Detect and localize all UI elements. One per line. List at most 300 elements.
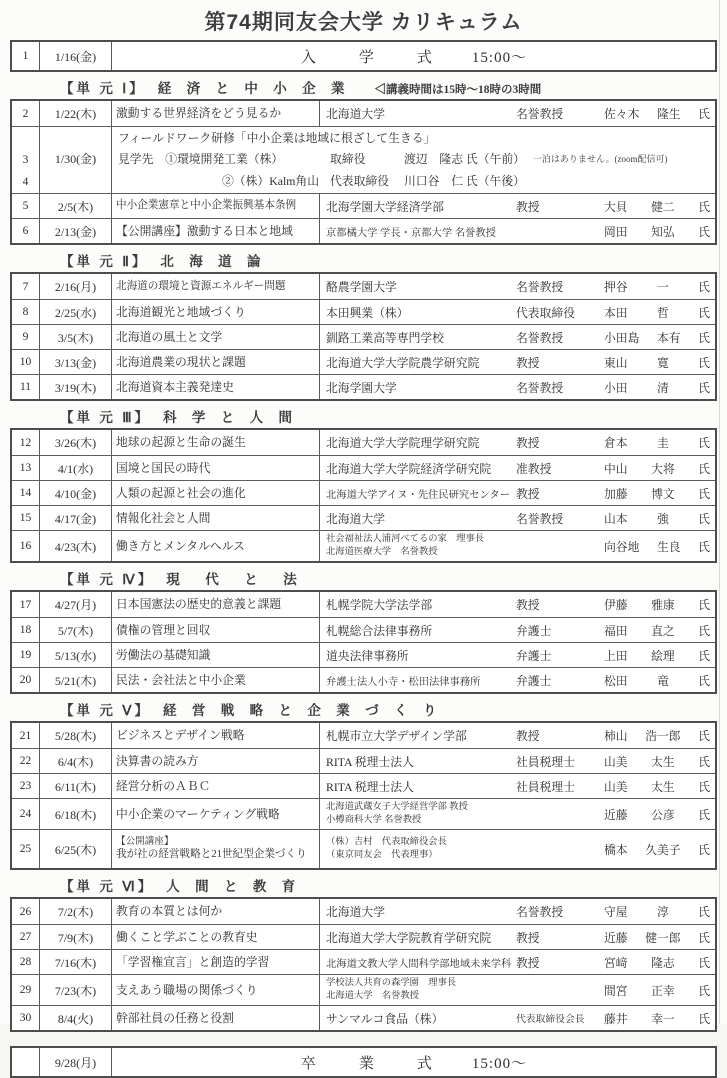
table-row: [12, 617, 715, 642]
name-family: 福田: [604, 623, 628, 638]
unit-title: 北 海 道 論: [160, 254, 267, 269]
lecture-theme: [112, 723, 320, 748]
lecture-theme-text: 働くこと学ぶことの教育史: [116, 929, 258, 944]
unit-title: 科 学 と 人 間: [163, 410, 299, 425]
table-row: [12, 374, 715, 399]
visit-person: 川口谷 仁 氏（午後）: [404, 173, 525, 188]
name-family: 山美: [604, 779, 628, 794]
lecture-date: 3/26(木): [40, 430, 112, 455]
lecture-theme-text: 激動する世界経済をどう見るか: [116, 106, 282, 121]
name-given: 太生: [651, 779, 675, 794]
lecturer-position: 名誉教授: [516, 330, 564, 345]
honorific: 氏: [698, 807, 710, 822]
name-family: 柿山: [604, 729, 628, 743]
lecturer-info: [320, 101, 715, 126]
page-title: 第74期同友会大学 カリキュラム: [204, 11, 523, 34]
unit-title: 現 代 と 法: [166, 572, 303, 587]
name-given: 強: [656, 511, 669, 526]
name-given: 健二: [651, 199, 675, 214]
lecturer-org: [326, 533, 604, 558]
row-number: [12, 1048, 40, 1076]
lecturer-name: [604, 278, 710, 295]
unit-note: ◁講義時間は15時～18時の3時間: [374, 84, 542, 96]
visit-note: 一泊はありません。(zoom配信可): [532, 153, 668, 164]
table-row: [12, 349, 715, 374]
row-number: 21: [12, 723, 40, 748]
honorific: 氏: [698, 305, 710, 320]
name-family: 間宮: [604, 983, 628, 998]
lecturer-info: [320, 219, 715, 243]
lecture-theme-text: ビジネスとデザイン戦略: [116, 728, 245, 743]
unit-table: [10, 272, 717, 401]
lecture-theme-text: 我が社の経営戦略と21世紀型企業づくり: [116, 849, 307, 861]
honorific: 氏: [698, 779, 710, 794]
name-given: 一: [656, 280, 669, 294]
honorific: 氏: [698, 623, 710, 638]
lecture-theme: [112, 975, 320, 1005]
org-line-1: 北海道武蔵女子大学経営学部 教授: [326, 802, 468, 813]
unit-table: [10, 590, 717, 694]
name-family: 山美: [604, 754, 628, 769]
lecture-theme-text: 中小企業のマーケティング戦略: [116, 806, 280, 821]
name-family: 藤井: [604, 1011, 628, 1026]
row-number: 27: [12, 925, 40, 949]
row-number: 4: [22, 176, 29, 188]
lecturer-position: 教授: [516, 930, 540, 945]
lecturer-name: [604, 510, 710, 527]
name-family: 大貝: [604, 199, 628, 214]
fieldwork-body: [112, 127, 715, 193]
visit-site: ②（株）Kalm角山: [222, 173, 319, 188]
lecture-theme-text: 国境と国民の時代: [116, 460, 211, 475]
honorific: 氏: [698, 539, 710, 554]
lecturer-org: [326, 836, 604, 861]
lecturer-position: 教授: [516, 729, 540, 743]
lecture-theme: [112, 350, 320, 374]
table-row: [12, 193, 715, 218]
lecturer-org: 札幌総合法律事務所: [326, 623, 433, 638]
unit-title: 経 営 戦 略 と 企 業 づ く り: [163, 703, 443, 718]
table-row: [12, 299, 715, 324]
lecturer-name: [604, 304, 710, 321]
lecturer-info: [320, 899, 715, 924]
table-row: [12, 798, 715, 829]
honorific: 氏: [698, 955, 710, 970]
name-given: 本有: [656, 330, 681, 345]
ceremony-time: 15:00～: [471, 49, 528, 66]
name-given: 哲: [656, 305, 669, 320]
lecture-date: 2/13(金): [40, 219, 112, 243]
lecturer-name: [604, 753, 710, 770]
org-line-2: 小樽商科大学 名誉教授: [326, 815, 422, 825]
lecture-theme-text: 人類の起源と社会の進化: [116, 485, 246, 500]
honorific: 氏: [698, 842, 710, 857]
lecturer-org: 酪農学園大学: [326, 280, 397, 294]
lecturer-info: [320, 668, 715, 692]
lecture-theme-text: 【公開講座】激動する日本と地域: [116, 223, 293, 238]
scan-edge: [719, 0, 720, 1024]
lecturer-info: [320, 194, 715, 218]
name-family: 小田島: [604, 330, 640, 345]
lecture-date: 7/16(木): [40, 950, 112, 974]
lecturer-org: 北海道大学: [326, 905, 385, 919]
lecturer-position: 社員税理士: [516, 779, 575, 794]
lecture-date: 6/4(木): [40, 749, 112, 773]
honorific: 氏: [698, 280, 710, 294]
visit-person: 渡辺 隆志 氏（午前）: [404, 151, 525, 166]
lecturer-info: [320, 1006, 715, 1030]
honorific: 氏: [698, 511, 710, 526]
fieldwork-visit: [118, 147, 710, 169]
lecturer-name: [604, 460, 710, 477]
lecture-theme-text: 北海道の風土と文学: [116, 329, 223, 344]
lecturer-name: [604, 329, 710, 346]
unit-header: [60, 77, 717, 97]
lecture-date: 3/13(金): [40, 350, 112, 374]
row-number: 10: [12, 350, 40, 374]
lecture-date: 2/16(月): [40, 274, 112, 299]
table-row: [12, 430, 715, 455]
table-row: [12, 42, 715, 70]
lecturer-org: RITA 税理士法人: [326, 754, 414, 769]
lecturer-name: [604, 1010, 710, 1027]
visit-site: 見学先 ①環境開発工業（株）: [118, 151, 284, 166]
name-given: 大将: [651, 461, 675, 476]
lecturer-name: [604, 379, 710, 396]
lecture-theme: [112, 219, 320, 243]
table-row: [12, 723, 715, 748]
name-family: 向谷地: [604, 539, 640, 554]
visit-position: 取締役: [330, 151, 366, 166]
lecture-theme: [112, 481, 320, 505]
lecture-theme-text: 民法・会社法と中小企業: [116, 672, 246, 687]
lecturer-org: 札幌学院大学法学部: [326, 598, 433, 612]
name-given: 寛: [656, 355, 669, 370]
unit-table: [10, 99, 717, 245]
lecturer-org: 北海道大学大学院農学研究院: [326, 355, 480, 370]
lecturer-info: [320, 430, 715, 455]
row-number: 1: [12, 42, 40, 70]
row-number: 23: [12, 774, 40, 798]
lecture-theme-text: 中小企業憲章と中小企業振興基本条例: [116, 200, 297, 212]
row-number: 20: [12, 668, 40, 692]
lecture-date: 3/19(木): [40, 375, 112, 399]
name-given: 雅康: [651, 598, 675, 612]
table-row: [12, 949, 715, 974]
honorific: 氏: [698, 673, 710, 688]
lecture-date: 5/28(木): [40, 723, 112, 748]
name-given: 幸一: [651, 1011, 675, 1026]
lecturer-org: 本田興業（株）: [326, 305, 409, 320]
fieldwork-visit: [118, 169, 710, 191]
honorific: 氏: [698, 436, 710, 450]
org-line-2: 北海道大学 名誉教授: [326, 991, 419, 1001]
lecturer-info: [320, 456, 715, 480]
name-family: 押谷: [604, 280, 628, 294]
unit-header: [60, 250, 717, 270]
lecture-date: 4/27(月): [40, 592, 112, 617]
lecturer-info: [320, 375, 715, 399]
name-family: 松田: [604, 673, 628, 688]
row-number: 3: [22, 154, 29, 166]
lecturer-info: [320, 300, 715, 324]
lecturer-position: 弁護士: [516, 648, 552, 663]
name-family: 守屋: [604, 905, 628, 919]
name-family: 近藤: [604, 807, 628, 822]
table-row: [12, 455, 715, 480]
lecture-theme: [112, 1006, 320, 1030]
lecture-theme-text: 北海道農業の現状と課題: [116, 354, 246, 369]
name-family: 宮﨑: [604, 955, 628, 970]
table-row: [12, 899, 715, 924]
org-line-2: 北海道医療大学 名誉教授: [326, 547, 438, 557]
unit-header: [60, 568, 717, 588]
entrance-ceremony-table: [10, 40, 717, 72]
table-row: [12, 667, 715, 692]
lecturer-position: 名誉教授: [516, 905, 564, 919]
lecturer-position: 准教授: [516, 461, 552, 476]
lecturer-org: 北海道大学大学院教育学研究院: [326, 930, 492, 945]
lecture-theme: [112, 101, 320, 126]
row-number: 26: [12, 899, 40, 924]
row-number: 24: [12, 799, 40, 829]
lecturer-name: [604, 198, 710, 215]
lecturer-name: [604, 954, 710, 971]
honorific: 氏: [698, 754, 710, 769]
lecture-theme: [112, 749, 320, 773]
lecture-theme-text: 決算書の読み方: [116, 753, 199, 768]
row-number: 28: [12, 950, 40, 974]
honorific: 氏: [698, 486, 710, 501]
ceremony-date: 1/16(金): [40, 42, 112, 70]
lecturer-position: 教授: [516, 598, 540, 612]
lecturer-name: [604, 596, 710, 613]
row-number: 5: [12, 194, 40, 218]
name-given: 公彦: [651, 807, 675, 822]
row-number: 16: [12, 531, 40, 561]
lecturer-org: 北海道大学大学院理学研究院: [326, 436, 480, 450]
table-row: [12, 642, 715, 667]
lecturer-name: [604, 105, 710, 122]
honorific: 氏: [698, 648, 710, 663]
name-family: 東山: [604, 355, 628, 370]
honorific: 氏: [698, 983, 710, 998]
lecture-theme: [112, 668, 320, 692]
lecture-date: [40, 127, 112, 193]
honorific: 氏: [698, 380, 710, 395]
lecturer-name: [604, 485, 710, 502]
lecture-theme: [112, 774, 320, 798]
row-number: 17: [12, 592, 40, 617]
row-number: 18: [12, 618, 40, 642]
lecture-theme-text: 北海道の環境と資源エネルギー問題: [116, 280, 286, 292]
lecture-theme-text: 労働法の基礎知識: [116, 647, 211, 662]
lecturer-name: [604, 778, 710, 795]
lecture-date: 4/23(木): [40, 531, 112, 561]
unit-table: [10, 721, 717, 870]
lecturer-org: 北海道大学アイヌ・先住民研究センター: [326, 489, 511, 501]
ceremony-label: 卒 業 式: [300, 1055, 446, 1072]
lecturer-org: 北海道大学: [326, 107, 385, 121]
graduation-ceremony-table: [10, 1046, 717, 1078]
lecturer-info: [320, 950, 715, 974]
lecturer-name: [604, 806, 710, 823]
unit-table: [10, 428, 717, 563]
row-number: 2: [12, 101, 40, 126]
lecturer-position: 教授: [516, 199, 540, 214]
name-given: 淳: [656, 905, 669, 919]
lecturer-org: 北海学園大学: [326, 380, 397, 395]
name-family: 本田: [604, 305, 628, 320]
lecturer-position: 教授: [516, 955, 540, 970]
lecture-theme: [112, 799, 320, 829]
org-line-1: （株）吉村 代表取締役会長: [326, 837, 447, 848]
lecture-theme-text: 北海道資本主義発達史: [116, 379, 234, 394]
name-family: 小田: [604, 380, 628, 395]
lecture-theme-tag: 【公開講座】: [116, 836, 174, 848]
lecture-theme-text: 債権の管理と回収: [116, 622, 211, 637]
unit-label: 【単 元 Ⅲ】: [60, 410, 152, 425]
row-number: 9: [12, 325, 40, 349]
honorific: 氏: [698, 199, 710, 214]
lecturer-name: [604, 841, 710, 858]
name-given: 隆志: [651, 955, 675, 970]
lecture-theme: [112, 506, 320, 530]
unit-label: 【単 元 Ⅳ】: [60, 572, 155, 587]
name-given: 浩一郎: [645, 729, 681, 743]
org-line-2: （東京同友会 代表理事）: [326, 850, 438, 860]
table-row: [12, 218, 715, 243]
honorific: 氏: [698, 224, 710, 239]
lecture-date: 4/17(金): [40, 506, 112, 530]
lecturer-name: [604, 622, 710, 639]
org-line-1: 社会福祉法人浦河べてるの家 理事長: [326, 534, 485, 545]
lecture-date: 5/7(木): [40, 618, 112, 642]
lecturer-info: [320, 506, 715, 530]
lecturer-info: [320, 830, 715, 868]
lecturer-name: [604, 223, 710, 240]
unit-table: [10, 897, 717, 1032]
lecture-theme: [112, 194, 320, 218]
lecture-date: 7/9(木): [40, 925, 112, 949]
name-family: 岡田: [604, 224, 628, 239]
honorific: 氏: [698, 107, 710, 121]
name-given: 博文: [651, 486, 675, 501]
name-family: 山本: [604, 511, 628, 526]
lecturer-position: 代表取締役会長: [516, 1014, 585, 1025]
lecturer-name: [604, 647, 710, 664]
name-given: 正幸: [651, 983, 675, 998]
lecturer-org: 弁護士法人小寺・松田法律事務所: [326, 676, 481, 688]
lecturer-position: 教授: [516, 436, 540, 450]
lecture-date: 4/1(水): [40, 456, 112, 480]
date-text: 1/30(金): [54, 152, 97, 166]
lecture-date: 8/4(火): [40, 1006, 112, 1030]
lecture-date: 4/10(金): [40, 481, 112, 505]
table-row: [12, 924, 715, 949]
lecturer-name: [604, 672, 710, 689]
lecture-date: 6/11(木): [40, 774, 112, 798]
lecturer-name: [604, 903, 710, 920]
visit-position: 代表取締役: [330, 173, 389, 188]
lecturer-info: [320, 618, 715, 642]
lecturer-name: [604, 538, 710, 555]
lecturer-org: サンマルコ食品（株）: [326, 1011, 444, 1026]
lecture-theme: [112, 643, 320, 667]
row-number: 15: [12, 506, 40, 530]
lecturer-org: 北海学園大学経済学部: [326, 199, 444, 214]
row-number: 25: [12, 830, 40, 868]
lecturer-position: 名誉教授: [516, 107, 564, 121]
lecturer-info: [320, 723, 715, 748]
lecturer-info: [320, 925, 715, 949]
lecture-theme-text: 地球の起源と生命の誕生: [116, 435, 246, 450]
lecturer-info: [320, 749, 715, 773]
lecture-theme: [112, 430, 320, 455]
lecturer-info: [320, 774, 715, 798]
name-family: 伊藤: [604, 598, 628, 612]
honorific: 氏: [698, 330, 710, 345]
honorific: 氏: [698, 905, 710, 919]
name-given: 清: [656, 380, 669, 395]
name-family: 近藤: [604, 930, 628, 945]
row-number: 6: [12, 219, 40, 243]
name-given: 隆生: [656, 107, 681, 121]
lecturer-info: [320, 350, 715, 374]
name-given: 生良: [656, 539, 681, 554]
unit-title: 経 済 と 中 小 企 業: [157, 81, 351, 96]
lecture-theme: [112, 300, 320, 324]
lecturer-org: 北海道文教大学人間科学部地域未来学科: [326, 958, 512, 970]
lecturer-name: [604, 929, 710, 946]
table-row: [12, 101, 715, 126]
table-row: [12, 274, 715, 299]
row-number: 19: [12, 643, 40, 667]
unit-label: 【単 元 Ⅵ】: [60, 879, 155, 894]
row-number: 7: [12, 274, 40, 299]
lecture-theme-text: 北海道観光と地域づくり: [116, 304, 246, 319]
name-given: 久美子: [645, 842, 681, 857]
ceremony-label: 入 学 式: [300, 49, 446, 66]
name-family: 倉本: [604, 436, 628, 450]
lecture-date: 7/23(木): [40, 975, 112, 1005]
name-given: 太生: [651, 754, 675, 769]
lecture-date: 6/25(木): [40, 830, 112, 868]
lecture-theme-text: 情報化社会と人間: [116, 510, 211, 525]
lecture-date: 7/2(木): [40, 899, 112, 924]
row-number: 8: [12, 300, 40, 324]
lecturer-info: [320, 325, 715, 349]
honorific: 氏: [698, 355, 710, 370]
lecture-theme: [112, 618, 320, 642]
lecturer-org: 北海道大学大学院経済学研究院: [326, 461, 492, 476]
name-given: 絵理: [651, 648, 675, 663]
row-number: 30: [12, 1006, 40, 1030]
row-number: 11: [12, 375, 40, 399]
units: [10, 77, 717, 1032]
lecture-theme: [112, 925, 320, 949]
lecturer-name: [604, 434, 710, 451]
lecturer-org: RITA 税理士法人: [326, 779, 414, 794]
lecture-date: 6/18(木): [40, 799, 112, 829]
lecturer-org: [326, 977, 604, 1002]
lecture-date: 2/25(水): [40, 300, 112, 324]
ceremony-body: [112, 1048, 715, 1076]
row-number: 22: [12, 749, 40, 773]
lecture-theme: [112, 899, 320, 924]
lecturer-position: 弁護士: [516, 623, 552, 638]
table-row: [12, 324, 715, 349]
